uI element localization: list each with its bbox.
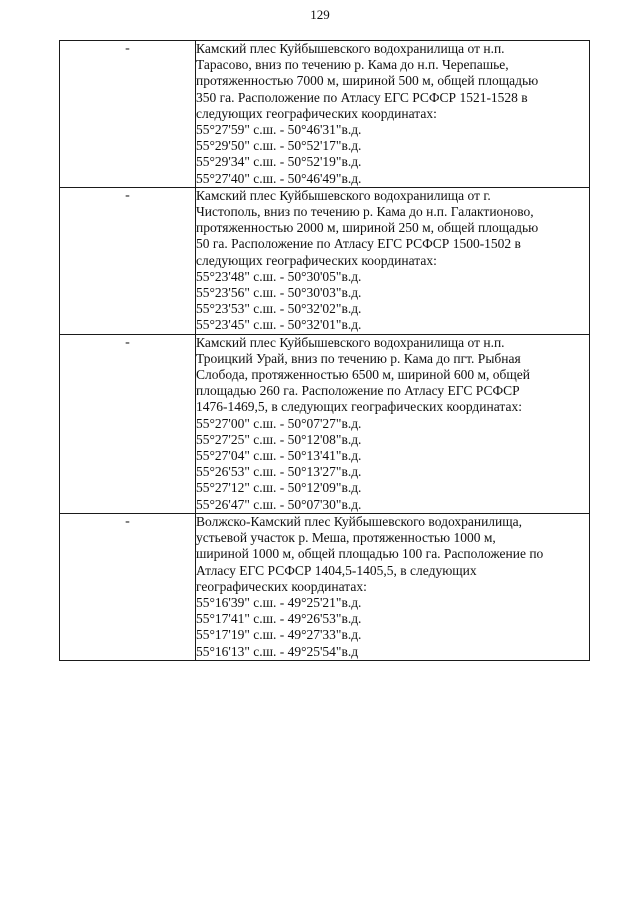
coordinate-line: 55°17'41" с.ш. - 49°26'53"в.д. — [196, 611, 362, 627]
row-marker: - — [60, 334, 196, 513]
coordinate-line: 55°27'00" с.ш. - 50°07'27"в.д. — [196, 415, 362, 431]
coordinate-line: 55°16'13" с.ш. - 49°25'54"в.д — [196, 643, 359, 659]
row-content — [196, 334, 590, 513]
coordinate-line: 55°27'04" с.ш. - 50°13'41"в.д. — [196, 448, 362, 464]
area-description: Камский плес Куйбышевского водохранилища от н.п. Троицкий Урай, вниз по течению р. Кама до пгт. Рыбная Слобода, протяженностью 6500 м, шириной 600 м, общей площадью 260 га. Расположение по Атласу ЕГС РСФСР 1476-1469,5, в следующих географических координатах: — [196, 334, 530, 415]
table-row — [60, 513, 590, 660]
coordinate-line: 55°29'34" с.ш. - 50°52'19"в.д. — [196, 154, 362, 170]
coordinate-line: 55°29'50" с.ш. - 50°52'17"в.д. — [196, 138, 362, 154]
coordinate-line: 55°23'56" с.ш. - 50°30'03"в.д. — [196, 285, 362, 301]
coordinate-line: 55°27'12" с.ш. - 50°12'09"в.д. — [196, 480, 362, 496]
row-marker: - — [60, 187, 196, 334]
coordinate-line: 55°26'47" с.ш. - 50°07'30"в.д. — [196, 496, 362, 512]
table-row — [60, 187, 590, 334]
row-marker: - — [60, 41, 196, 188]
area-description: Камский плес Куйбышевского водохранилища от г. Чистополь, вниз по течению р. Кама до н.п. Галактионово, протяженностью 2000 м, шириной 250 м, общей площадью 50 га. Расположение по Атласу ЕГС РСФСР 1500-1502 в следующих географических координатах: — [196, 187, 539, 268]
page-number: 129 — [310, 7, 330, 22]
area-description: Волжско-Камский плес Куйбышевского водохранилища, устьевой участок р. Меша, протяженностью 1000 м, шириной 1000 м, общей площадью 100 га. Расположение по Атласу ЕГС РСФСР 1404,5-1405,5, в следующих географических координатах: — [196, 513, 544, 594]
coordinate-line: 55°16'39" с.ш. - 49°25'21"в.д. — [196, 594, 362, 610]
row-marker: - — [60, 513, 196, 660]
coordinate-line: 55°27'25" с.ш. - 50°12'08"в.д. — [196, 431, 362, 447]
coordinate-line: 55°27'40" с.ш. - 50°46'49"в.д. — [196, 170, 362, 186]
area-description: Камский плес Куйбышевского водохранилища от н.п. Тарасово, вниз по течению р. Кама до н.п. Черепашье, протяженностью 7000 м, шириной 500 м, общей площадью 350 га. Расположение по Атласу ЕГС РСФСР 1521-1528 в следующих географических координатах: — [196, 41, 539, 121]
row-content — [196, 513, 590, 660]
coordinate-line: 55°23'45" с.ш. - 50°32'01"в.д. — [196, 317, 362, 333]
document-table — [59, 40, 590, 661]
row-content — [196, 41, 590, 188]
coordinate-line: 55°17'19" с.ш. - 49°27'33"в.д. — [196, 627, 362, 643]
coordinate-line: 55°23'48" с.ш. - 50°30'05"в.д. — [196, 268, 362, 284]
coordinate-line: 55°23'53" с.ш. - 50°32'02"в.д. — [196, 301, 362, 317]
row-content — [196, 187, 590, 334]
coordinate-line: 55°27'59" с.ш. - 50°46'31"в.д. — [196, 122, 362, 138]
table-row — [60, 41, 590, 188]
coordinate-line: 55°26'53" с.ш. - 50°13'27"в.д. — [196, 464, 362, 480]
table-row — [60, 334, 590, 513]
